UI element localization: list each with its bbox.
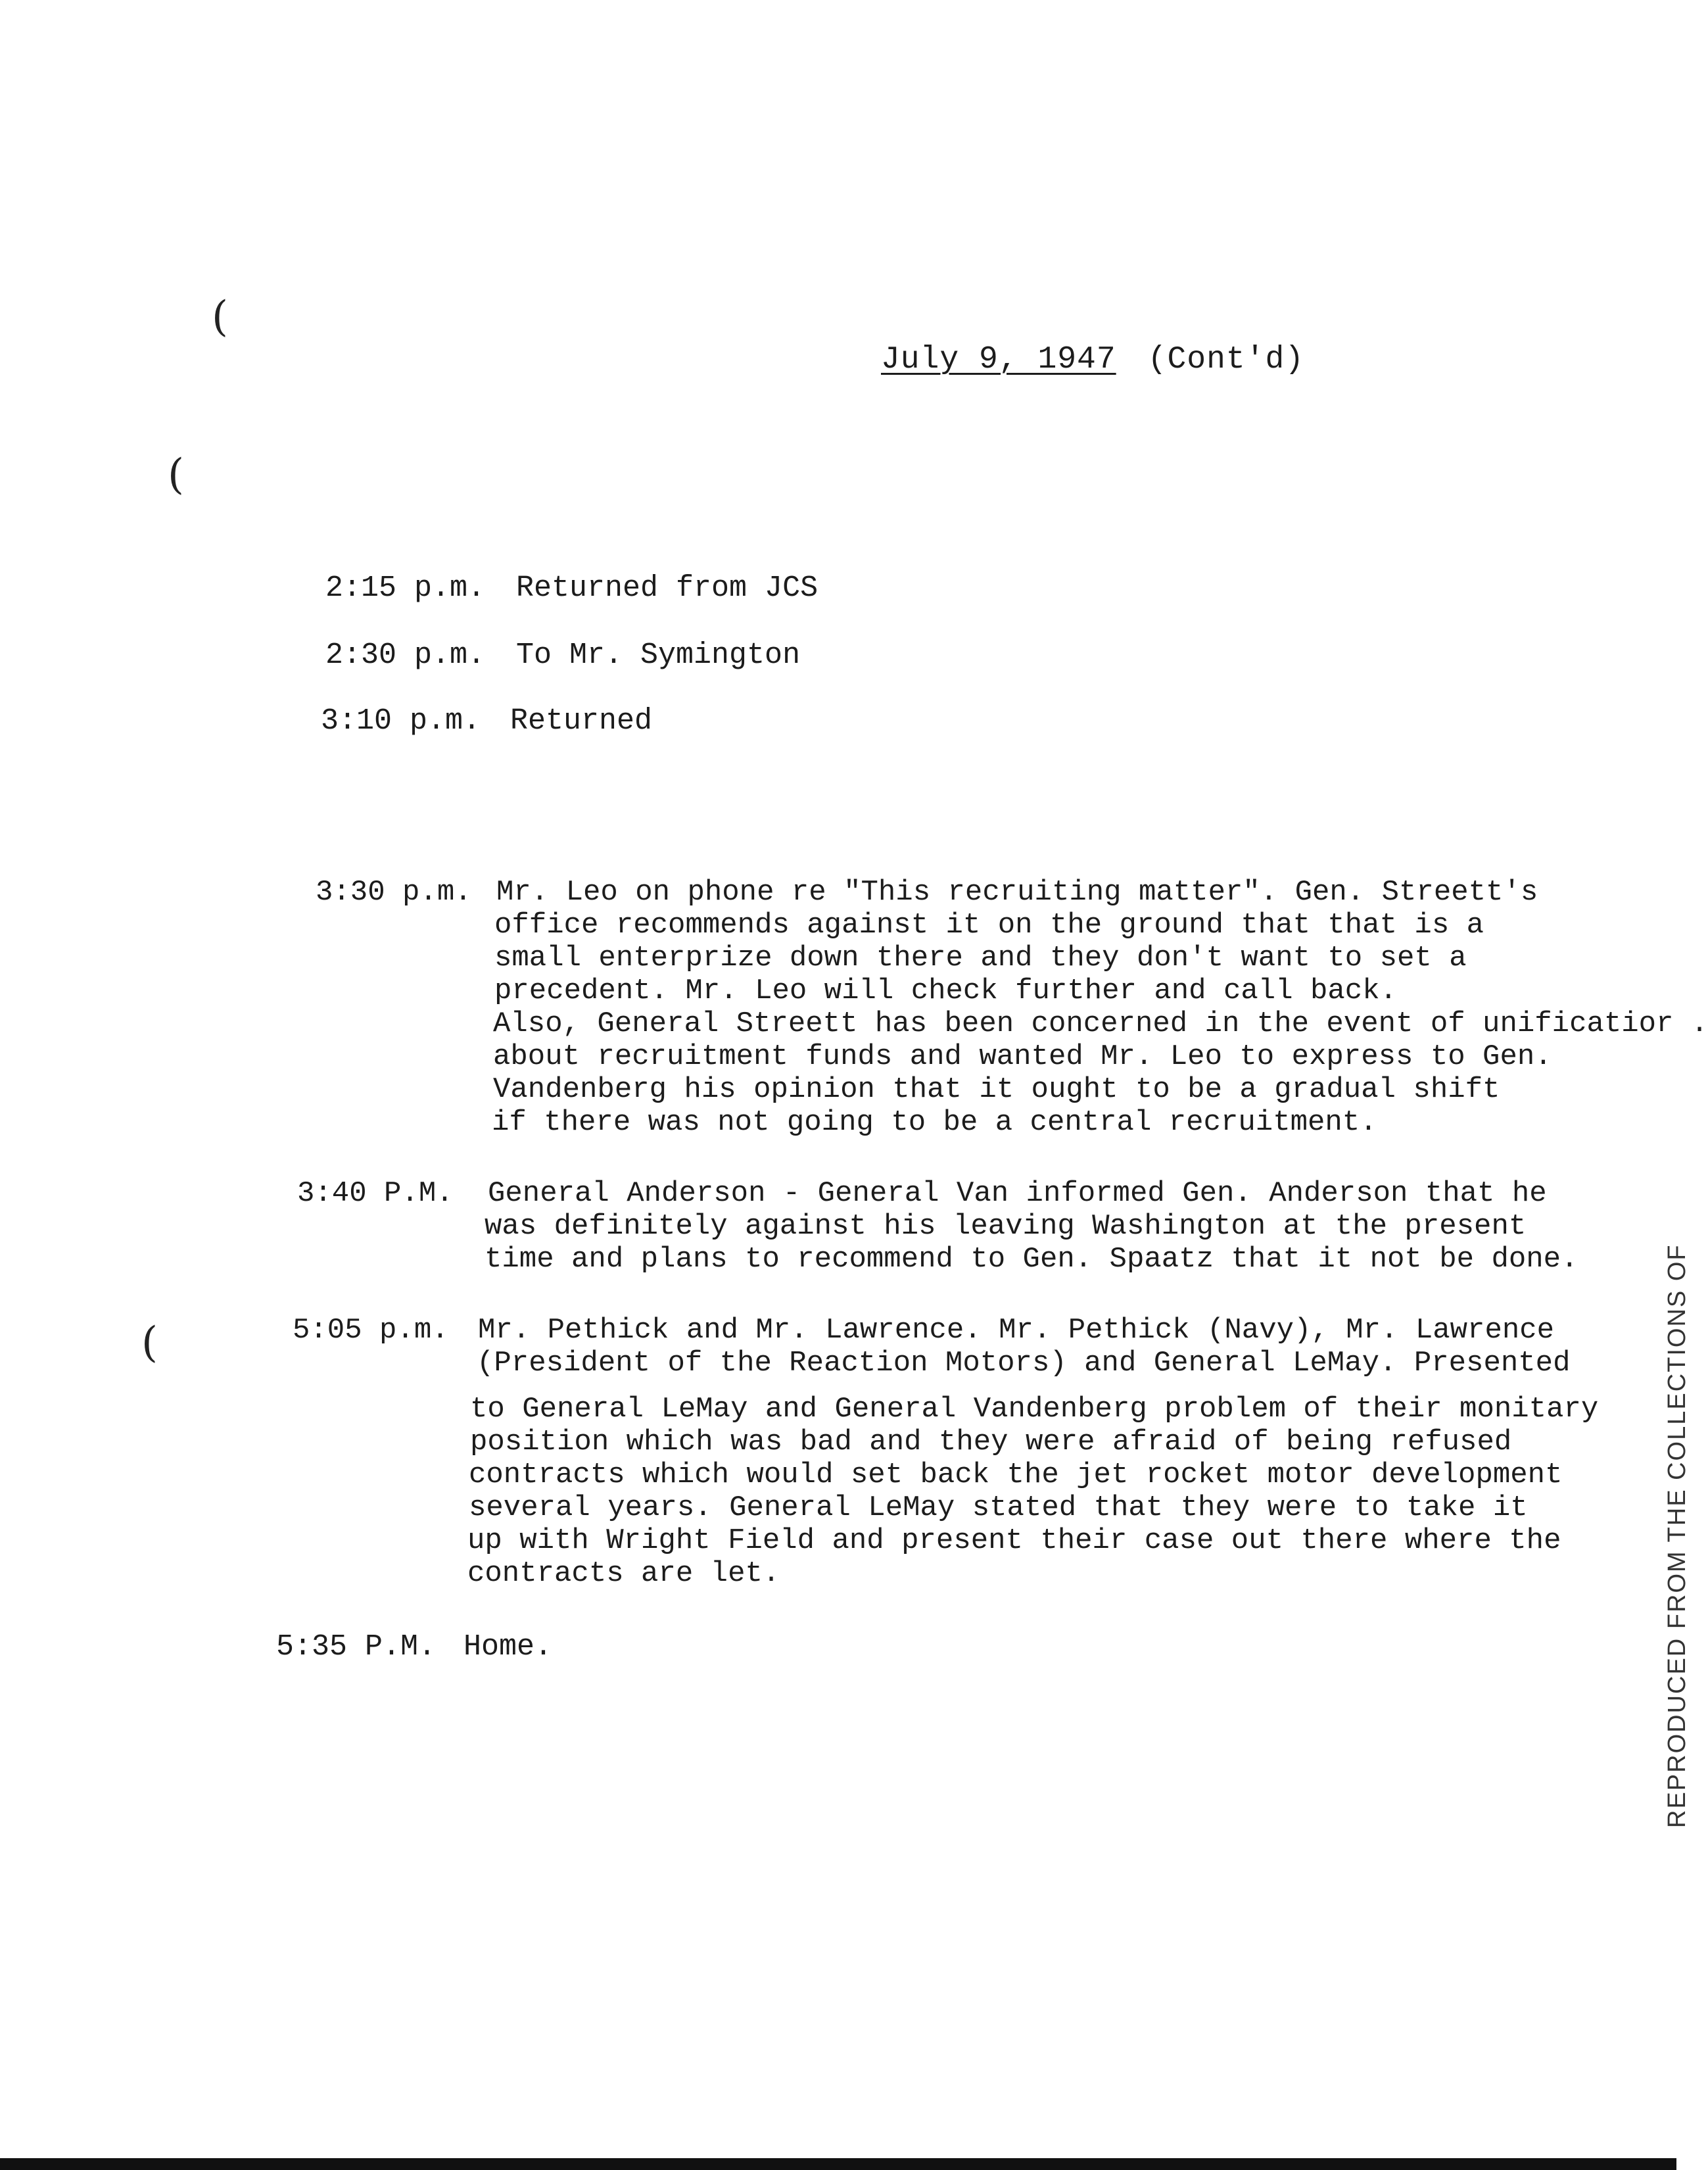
- paragraph-time: 3:40 P.M.: [297, 1177, 454, 1210]
- paragraph-line: to General LeMay and General Vandenberg problem of their monitary: [470, 1393, 1599, 1426]
- margin-paren-3: (: [141, 1318, 158, 1367]
- paragraph-line: General Anderson - General Van informed Gen. Anderson that he: [488, 1177, 1547, 1210]
- side-stamp-text: REPRODUCED FROM THE COLLECTIONS OF: [1663, 1243, 1691, 1828]
- entry-text: Returned from JCS: [516, 571, 818, 605]
- margin-paren-2: (: [168, 450, 184, 499]
- paragraph-line: if there was not going to be a central recruitment.: [492, 1106, 1377, 1139]
- entry-time: 5:35 P.M.: [276, 1630, 437, 1664]
- paragraph-line: up with Wright Field and present their case out there where the: [467, 1524, 1561, 1557]
- header-date: July 9, 1947: [881, 342, 1116, 377]
- margin-paren-1: (: [212, 293, 228, 341]
- entry-time: 2:30 p.m.: [325, 639, 486, 672]
- paragraph-line: contracts are let.: [467, 1557, 780, 1590]
- paragraph-line: position which was bad and they were afraid of being refused: [470, 1426, 1512, 1459]
- entry-text: Home.: [463, 1630, 553, 1664]
- side-archive-stamp: [1624, 1184, 1691, 1828]
- entry-text: To Mr. Symington: [516, 639, 801, 672]
- paragraph-time: 5:05 p.m.: [293, 1314, 449, 1347]
- paragraph-line: about recruitment funds and wanted Mr. Leo to express to Gen.: [493, 1040, 1552, 1073]
- paragraph-line: several years. General LeMay stated that they were to take it: [469, 1491, 1528, 1524]
- paragraph-line: contracts which would set back the jet rocket motor development: [469, 1459, 1563, 1491]
- paragraph-line: Mr. Leo on phone re "This recruiting matter". Gen. Streett's: [496, 876, 1538, 909]
- entry-text: Returned: [510, 704, 653, 738]
- paragraph-line: precedent. Mr. Leo will check further and call back.: [494, 975, 1398, 1007]
- paragraph-line: (President of the Reaction Motors) and General LeMay. Presented: [477, 1347, 1571, 1380]
- entry-time: 2:15 p.m.: [325, 571, 486, 605]
- paragraph-line: small enterprize down there and they don't want to set a: [494, 942, 1467, 975]
- header-continued: (Cont'd): [1147, 342, 1305, 377]
- paragraph-line: was definitely against his leaving Washington at the present: [485, 1210, 1527, 1243]
- paragraph-time: 3:30 p.m.: [316, 876, 472, 909]
- paragraph-line: office recommends against it on the ground that that is a: [494, 909, 1484, 942]
- paragraph-line: time and plans to recommend to Gen. Spaatz that it not be done.: [485, 1243, 1578, 1276]
- page-header: [881, 342, 1304, 377]
- paragraph-line: Vandenberg his opinion that it ought to be a gradual shift: [493, 1073, 1500, 1106]
- paragraph-line: Also, General Streett has been concerned in the event of unificatior .: [493, 1007, 1708, 1040]
- scan-edge-bar: [0, 2158, 1676, 2170]
- entry-time: 3:10 p.m.: [321, 704, 481, 738]
- paragraph-line: Mr. Pethick and Mr. Lawrence. Mr. Pethick (Navy), Mr. Lawrence: [478, 1314, 1555, 1347]
